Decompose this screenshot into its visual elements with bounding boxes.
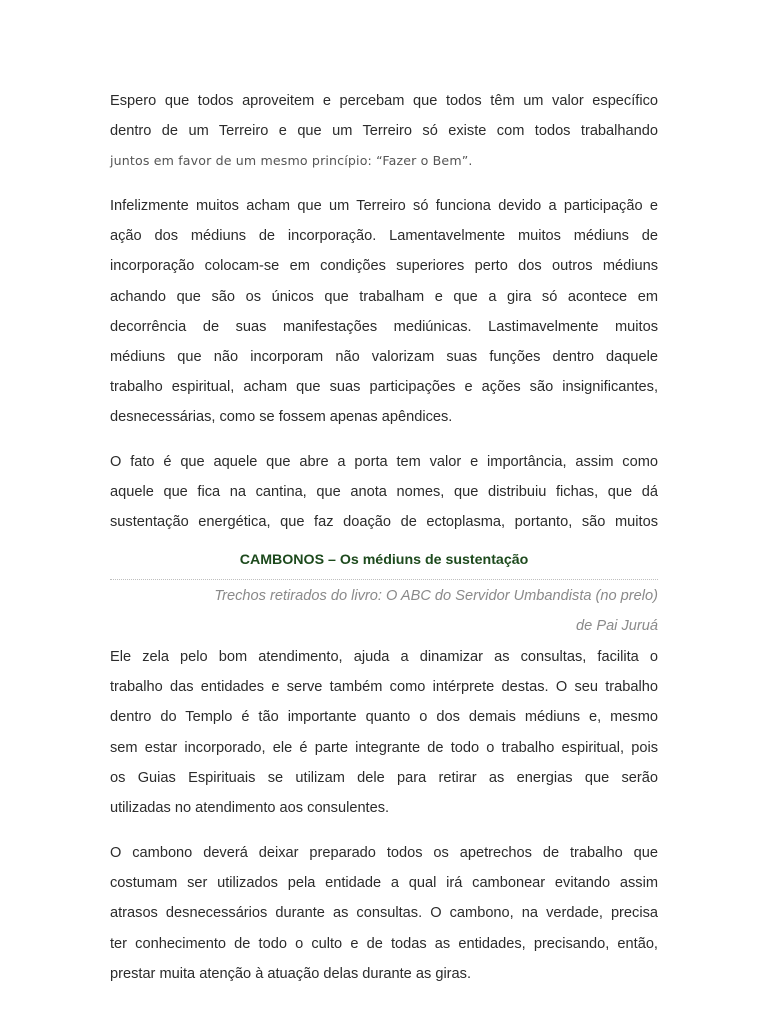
- text-line: O cambono deverá deixar preparado todos os apetrechos de trabalho que: [110, 845, 658, 861]
- source-line: Trechos retirados do livro: O ABC do Servidor Umbandista (no prelo): [214, 588, 658, 604]
- text-line: Infelizmente muitos acham que um Terreiro só funciona devido a participação e: [110, 198, 658, 214]
- text-line: O fato é que aquele que abre a porta tem valor e importância, assim como: [110, 454, 658, 470]
- text-line: utilizadas no atendimento aos consulentes.: [110, 800, 390, 817]
- source-citation: [110, 581, 658, 641]
- text-line: costumam ser utilizados pela entidade a qual irá cambonear evitando assim: [110, 875, 658, 892]
- text-line: aquele que fica na cantina, que anota nomes, que distribuiu fichas, que dá: [110, 484, 658, 501]
- text-line: decorrência de suas manifestações mediúnicas. Lastimavelmente muitos: [110, 318, 658, 335]
- text-line: dentro do Templo é tão importante quanto o dos demais médiuns e, mesmo: [110, 709, 658, 726]
- text-line: incorporação colocam-se em condições superiores perto dos outros médiuns: [110, 258, 658, 275]
- text-line: prestar muita atenção à atuação delas durante as giras.: [110, 965, 472, 982]
- text-line: dentro de um Terreiro e que um Terreiro só existe com todos trabalhando: [110, 123, 658, 140]
- paragraph-mediums: [110, 191, 658, 433]
- text-line: sustentação energética, que faz doação de ectoplasma, portanto, são muitos: [110, 514, 658, 531]
- text-line: sem estar incorporado, ele é parte integrante de todo o trabalho espiritual, pois: [110, 739, 658, 756]
- paragraph-fact: [110, 447, 658, 538]
- paragraph-intro: [110, 86, 658, 146]
- dotted-divider: [110, 579, 658, 580]
- text-line: Espero que todos aproveitem e percebam que todos têm um valor específico: [110, 93, 658, 109]
- text-line: trabalho das entidades e serve também como intérprete destas. O seu trabalho: [110, 679, 658, 696]
- paragraph-cambono-duties: [110, 838, 658, 989]
- text-line: ação dos médiuns de incorporação. Lamentavelmente muitos médiuns de: [110, 228, 658, 245]
- text-line: os Guias Espirituais se utilizam dele para retirar as energias que serão: [110, 769, 658, 786]
- text-line: trabalho espiritual, acham que suas participações e ações são insignificantes,: [110, 379, 658, 396]
- text-line: ter conhecimento de todo o culto e de todas as entidades, precisando, então,: [110, 935, 658, 952]
- text-line: médiuns que não incorporam não valorizam suas funções dentro daquele: [110, 349, 658, 366]
- section-heading: CAMBONOS – Os médiuns de sustentação: [239, 552, 529, 568]
- text-line: desnecessárias, como se fossem apenas apêndices.: [110, 409, 453, 426]
- paragraph-cambono-role: [110, 642, 658, 823]
- text-line: juntos em favor de um mesmo princípio: “Fazer o Bem”.: [110, 153, 473, 168]
- source-author: de Pai Juruá: [576, 618, 658, 634]
- text-line: atrasos desnecessários durante as consultas. O cambono, na verdade, precisa: [110, 905, 658, 922]
- text-line: Ele zela pelo bom atendimento, ajuda a dinamizar as consultas, facilita o: [110, 649, 658, 665]
- text-line: achando que são os únicos que trabalham e que a gira só acontece em: [110, 288, 658, 305]
